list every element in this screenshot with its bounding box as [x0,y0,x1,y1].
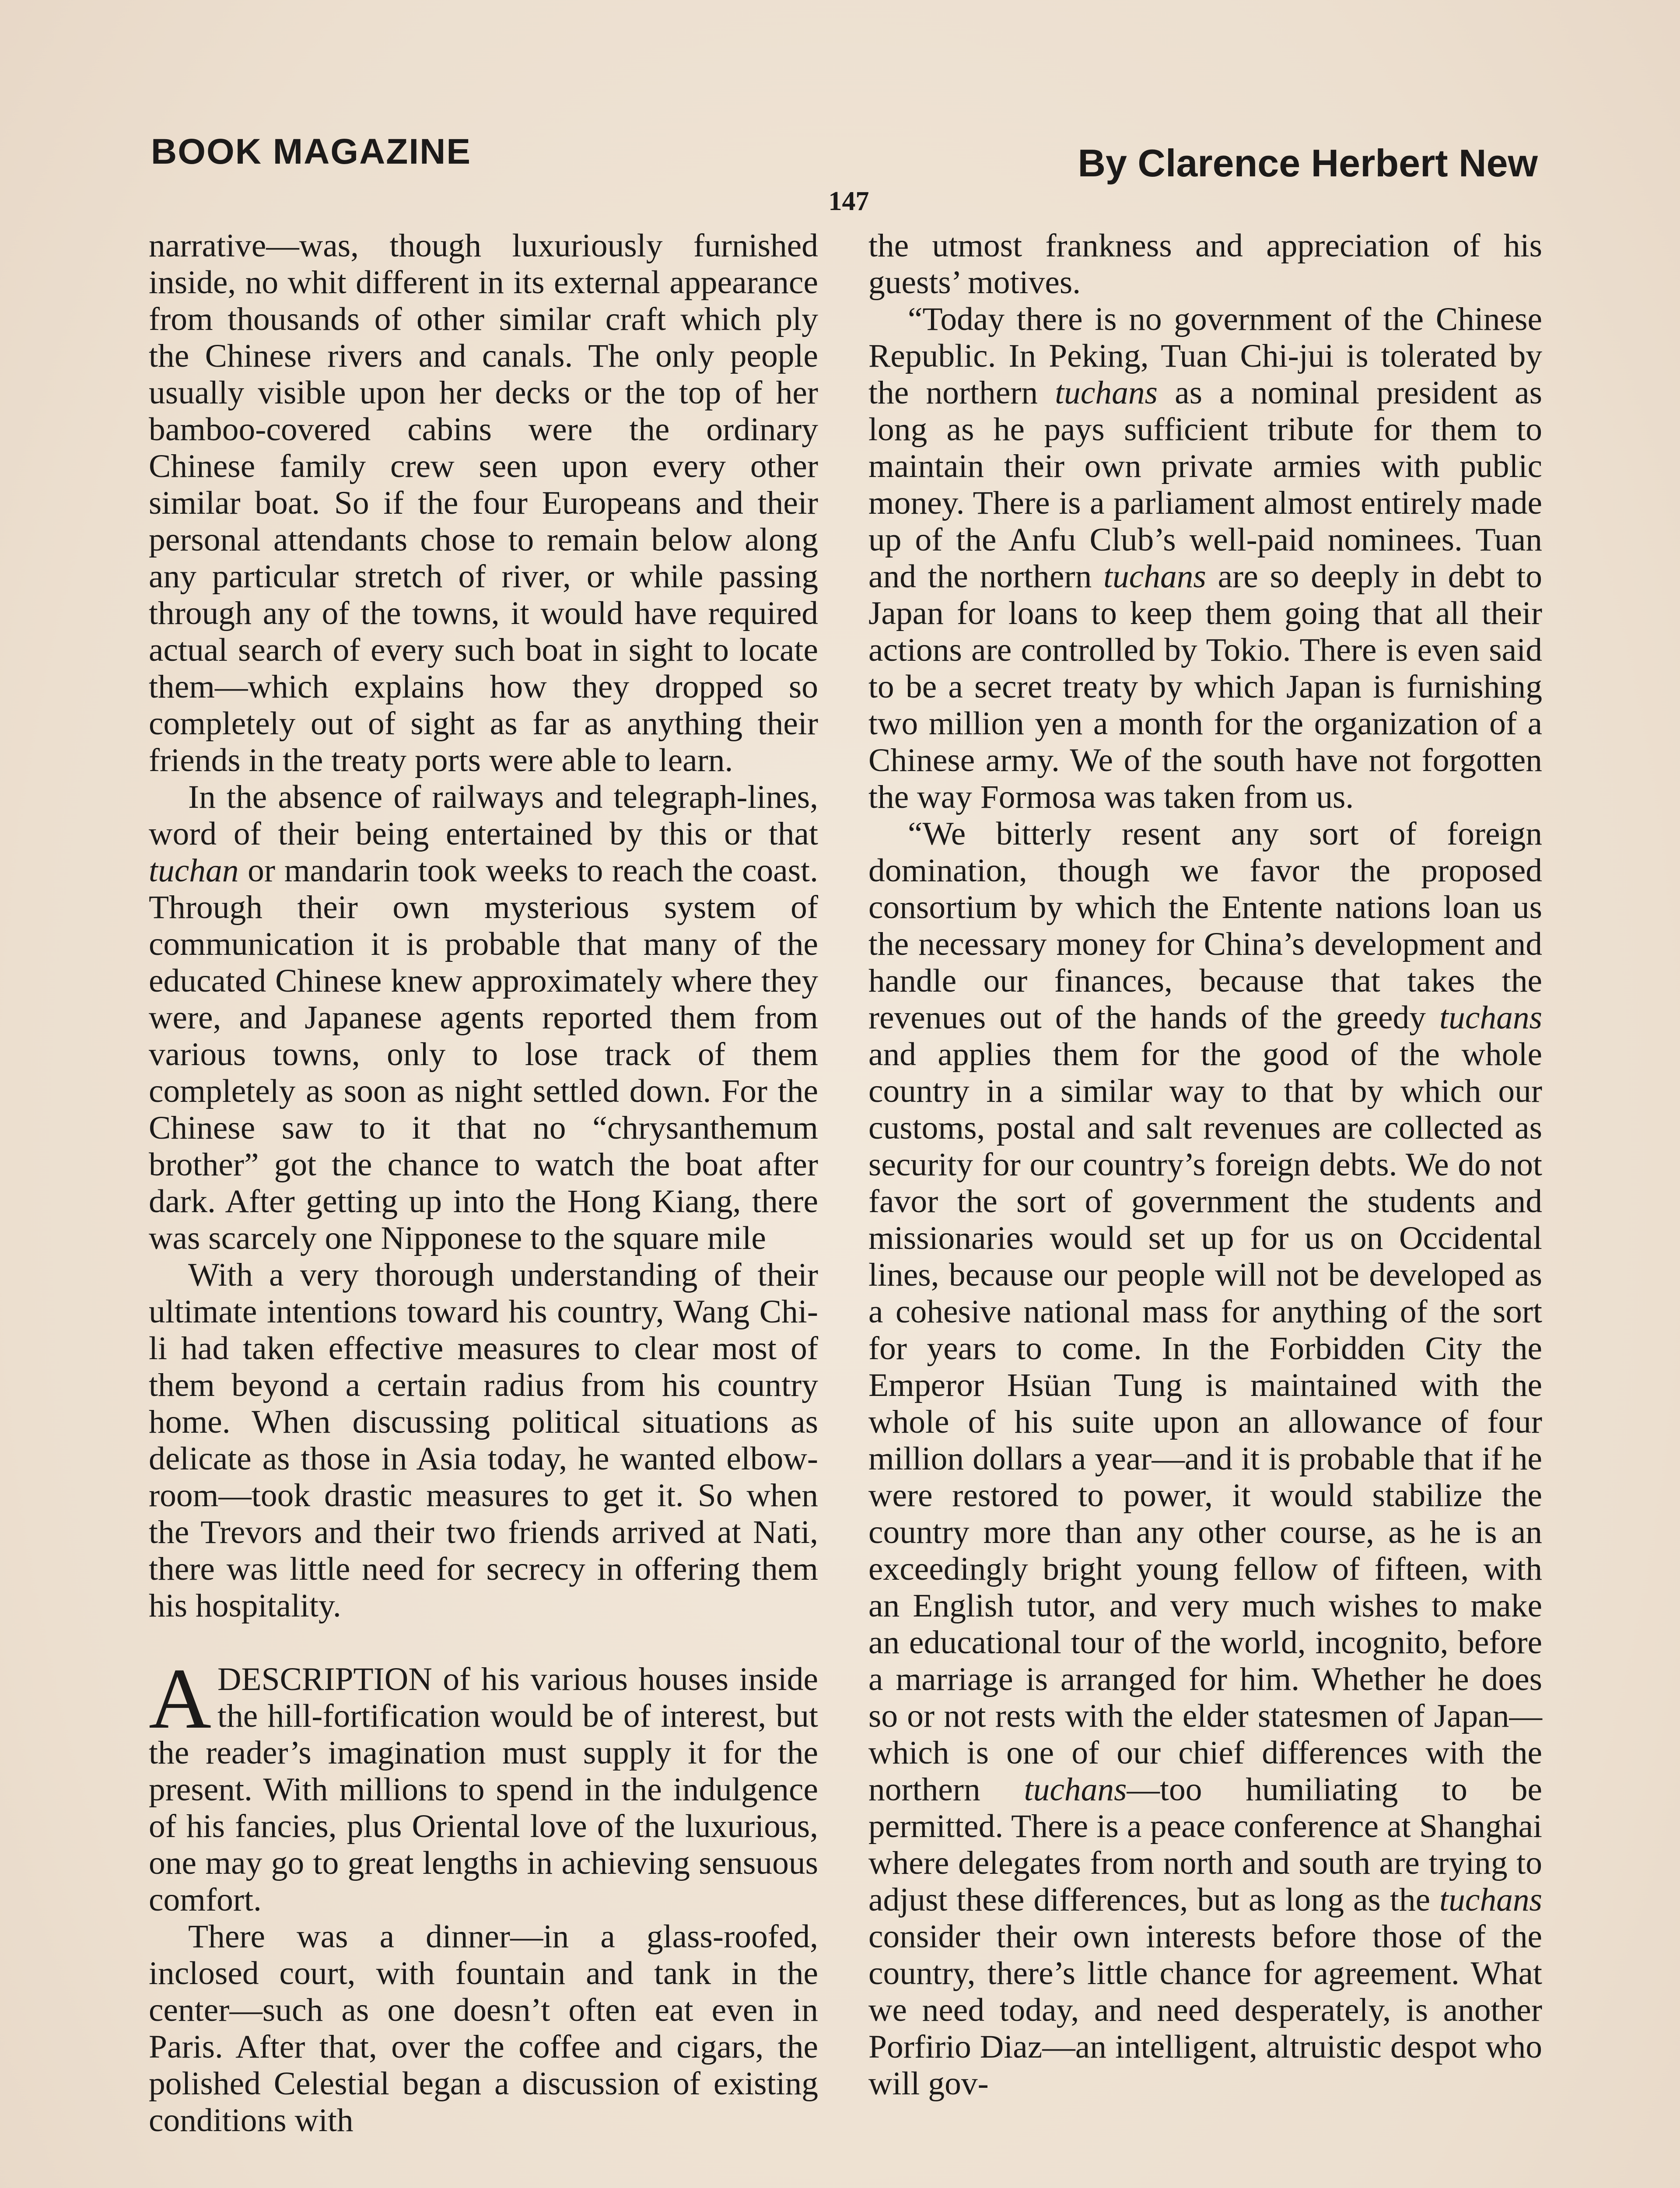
right-column [868,228,1542,2102]
italic-term: tuchans [1439,999,1542,1036]
page-number: 147 [828,186,869,216]
section-opening-paragraph [149,1651,818,1918]
italic-term: tuchans [1439,1882,1542,1918]
text-run: In the absence of railways and telegraph-lines, word of their being entertained by this or that [149,779,818,852]
text-run: “We bitterly resent any sort of foreign domination, though we favor the proposed consortium by which the Entente nations loan us the necessary money for China’s development and handle our finances, because that takes the revenues out of the hands of the greedy [868,816,1542,1036]
text-run: consider their own interests before those of the country, there’s little chance for agreement. What we need today, and need desperately, is another Porfirio Diaz—an intelligent, altruistic despot who will gov- [868,1918,1542,2102]
text-run: as a nominal president as long as he pays sufficient tribute for them to maintain their own private armies with public money. There is a parliament almost entirely made up of the Anfu Club’s well-paid nominees. Tuan and the northern [868,375,1542,595]
text-run: and applies them for the good of the whole country in a similar way to that by which our customs, postal and salt revenues are collected as security for our country’s foreign debts. We do not favor the sort of government the students and missionaries would set up for us on Occidental lines, because our people will not be developed as a cohesive national mass for anything of the sort for years to come. In the Forbidden City the Emperor Hsüan Tung is maintained with the whole of his suite upon an allowance of four million dollars a year—and it is probable that if he were restored to power, it would stabilize the country more than any other course, as he is an exceedingly bright young fellow of fifteen, with an English tutor, and very much wishes to make an educational tour of the world, incognito, before a marriage is arranged for him. Whether he does so or not rests with the elder statesmen of Japan—which is one of our chief differences with the northern [868,1036,1542,1808]
italic-term: tuchan [149,852,239,889]
italic-term: tuchans [1103,558,1206,595]
lead-word: DESCRIPTION [217,1661,432,1697]
paragraph: the utmost frankness and appreciation of his guests’ motives. [868,228,1542,301]
paragraph [149,779,818,1257]
paragraph: There was a dinner—in a glass-roofed, inclosed court, with fountain and tank in the center—such as one doesn’t often eat even in Paris. After that, over the coffee and cigars, the polished Celestial began a discussion of existing conditions with [149,1918,818,2139]
paragraph [868,816,1542,2102]
text-run: are so deeply in debt to Japan for loans to keep them going that all their actions are controlled by Tokio. There is even said to be a secret treaty by which Japan is furnishing two million yen a month for the organization of a Chinese army. We of the south have not forgotten the way Formosa was taken from us. [868,558,1542,815]
text-run: of his various houses inside the hill-fortification would be of interest, but the reader’s imagination must supply it for the present. With millions to spend in the indulgence of his fancies, plus Oriental love of the luxurious, one may go to great lengths in achieving sensuous comfort. [149,1661,818,1918]
paragraph: With a very thorough understanding of their ultimate intentions toward his country, Wang Chi-li had taken effective measures to clear most of them beyond a certain radius from his country home. When discussing political situations as delicate as those in Asia today, he wanted elbow-room—took drastic measures to get it. So when the Trevors and their two friends arrived at Nati, there was little need for secrecy in offering them his hospitality. [149,1257,818,1624]
drop-cap: A [149,1651,211,1746]
section-break [149,1624,818,1661]
paragraph [868,301,1542,816]
magazine-title: BOOK MAGAZINE [151,132,472,172]
left-column [149,228,818,2139]
italic-term: tuchans [1024,1771,1127,1808]
text-run: or mandarin took weeks to reach the coast. Through their own mysterious system of communication it is probable that many of the educated Chinese knew approximately where they were, and Japanese agents reported them from various towns, only to lose track of them completely as soon as night settled down. For the Chinese saw to it that no “chrysanthemum brother” got the chance to watch the boat after dark. After getting up into the Hong Kiang, there was scarcely one Nipponese to the square mile [149,852,818,1256]
running-header [151,131,1538,193]
author-byline: By Clarence Herbert New [1078,141,1538,185]
text-run: —too humiliating to be permitted. There is a peace conference at Shanghai where delegates from north and south are trying to adjust these differences, but as long as the [868,1771,1542,1918]
italic-term: tuchans [1055,375,1158,411]
paragraph: narrative—was, though luxuriously furnished inside, no whit different in its external appearance from thousands of other similar craft which ply the Chinese rivers and canals. The only people usually visible upon her decks or the top of her bamboo-covered cabins were the ordinary Chinese family crew seen upon every other similar boat. So if the four Europeans and their personal attendants chose to remain below along any particular stretch of river, or while passing through any of the towns, it would have required actual search of every such boat in sight to locate them—which explains how they dropped so completely out of sight as far as anything their friends in the treaty ports were able to learn. [149,228,818,778]
text-run: “Today there is no government of the Chinese Republic. In Peking, Tuan Chi-jui is tolerated by the northern [868,301,1542,411]
